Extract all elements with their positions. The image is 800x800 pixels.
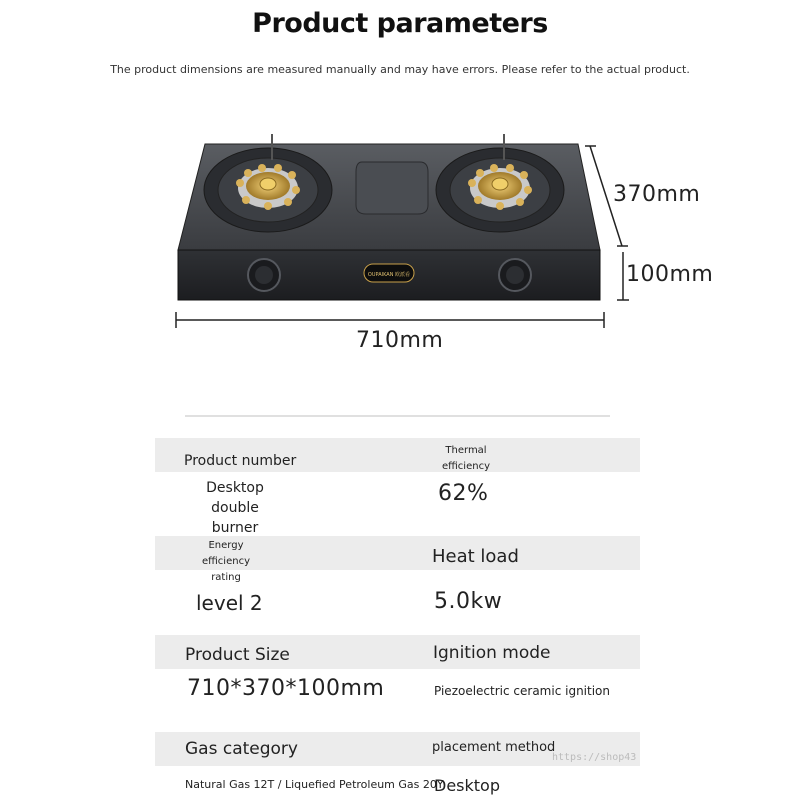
product-number-label: Product number bbox=[184, 453, 297, 469]
product-size-value: 710*370*100mm bbox=[187, 676, 385, 701]
thermal-efficiency-value: 62% bbox=[438, 481, 489, 506]
thermal-efficiency-label-line2: efficiency bbox=[441, 461, 490, 472]
heat-load-value: 5.0kw bbox=[434, 589, 503, 614]
product-number-value-line2: burner bbox=[211, 520, 259, 536]
left-knob bbox=[248, 259, 280, 291]
right-knob bbox=[499, 259, 531, 291]
center-recess bbox=[356, 162, 428, 214]
page-title: Product parameters bbox=[252, 8, 548, 39]
gas-category-label: Gas category bbox=[185, 739, 298, 759]
brand-badge-text: OUPAIKAN 欧派看 bbox=[367, 272, 411, 278]
energy-rating-value: level 2 bbox=[196, 591, 263, 615]
product-number-value bbox=[185, 478, 285, 538]
width-label: 710mm bbox=[356, 328, 444, 353]
energy-rating-label-line2: rating bbox=[211, 572, 241, 583]
heat-load-label: Heat load bbox=[432, 546, 519, 567]
gas-category-value: Natural Gas 12T / Liquefied Petroleum Gas 20Y bbox=[185, 778, 444, 791]
dimension-disclaimer: The product dimensions are measured manually and may have errors. Please refer to the actual product. bbox=[110, 63, 690, 76]
ignition-mode-value: Piezoelectric ceramic ignition bbox=[434, 684, 610, 698]
depth-label: 370mm bbox=[613, 182, 701, 207]
ignition-mode-label: Ignition mode bbox=[433, 643, 551, 663]
thermal-efficiency-label bbox=[436, 443, 496, 475]
shop-watermark: https://shop43 bbox=[552, 752, 637, 763]
energy-rating-label bbox=[185, 538, 267, 586]
product-number-value-line1: Desktop double bbox=[206, 480, 264, 516]
height-label: 100mm bbox=[626, 262, 714, 287]
thermal-efficiency-label-line1: Thermal bbox=[445, 445, 487, 456]
product-size-label: Product Size bbox=[185, 645, 290, 665]
placement-method-value: Desktop bbox=[434, 776, 500, 795]
section-divider bbox=[185, 415, 610, 417]
placement-method-label: placement method bbox=[432, 740, 556, 755]
energy-rating-label-line1: Energy efficiency bbox=[201, 540, 250, 567]
